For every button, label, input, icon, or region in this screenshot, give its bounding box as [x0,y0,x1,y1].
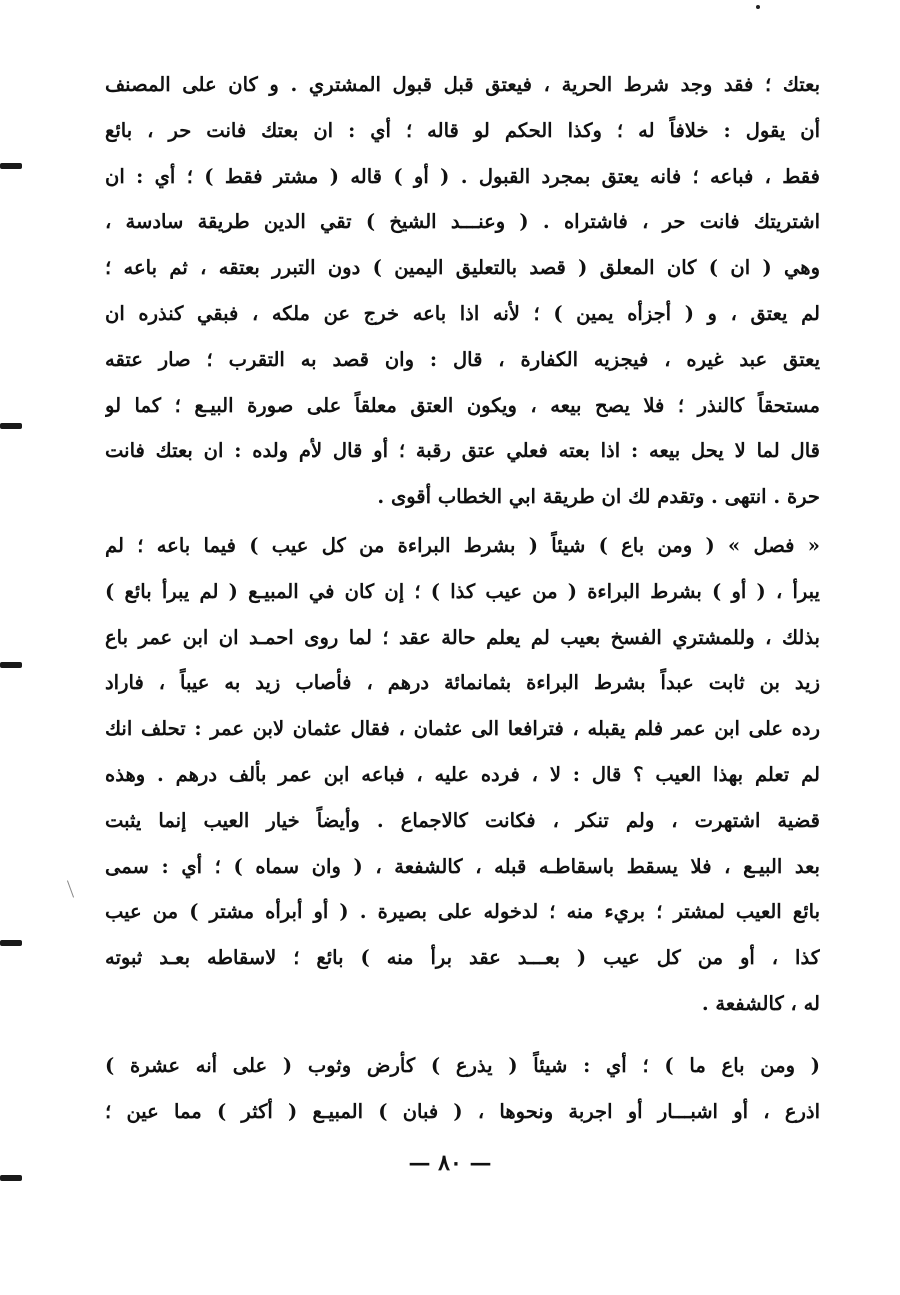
ink-dot [756,5,760,9]
paragraph-3 [105,1043,820,1135]
text-line: زيد بن ثابت عبداً بشرط البراءة بثمانمائة درهم ، فأصاب زيد به عيباً ، فاراد [105,671,820,695]
text-line: لم تعلم بهذا العيب ؟ قال : لا ، فرده عليه ، فباعه ابن عمر بألف درهم . وهذه [105,762,820,786]
binding-mark [0,940,22,946]
binding-mark [0,423,22,429]
text-line: له ، كالشفعة . [701,991,820,1015]
binding-mark [0,662,22,668]
text-line: حرة . انتهى . وتقدم لك ان طريقة ابي الخطاب أقوى . [377,485,820,509]
text-line: وهي ( ان ) كان المعلق ( قصد بالتعليق اليمين ) دون التبرر بعتقه ، ثم باعه ؛ [105,256,820,280]
text-line: بعد البيـع ، فلا يسقط باسقاطـه قبله ، كالشفعة ، ( وان سماه ) ؛ أي : سمى [105,854,820,878]
text-line: ( ومن باع ما ) ؛ أي : شيئاً ( يذرع ) كأرض وثوب ( على أنه عشرة ) [105,1054,820,1077]
text-line: فقط ، فباعه ؛ فانه يعتق بمجرد القبول . ( أو ) قاله ( مشتر فقط ) ؛ أي : ان [105,164,820,188]
paragraph-2 [105,523,820,1027]
text-line: قضية اشتهرت ، ولم تنكر ، فكانت كالاجماع . وأيضاً خيار العيب إنما يثبت [105,808,820,832]
text-line: اذرع ، أو اشبـــار أو اجربة ونحوها ، ( فبان ) المبيـع ( أكثر ) مما عين ؛ [105,1099,820,1123]
scan-speck [67,880,74,897]
text-line: بائع العيب لمشتر ؛ بريء منه ؛ لدخوله على بصيرة . ( أو أبرأه مشتر ) من عيب [105,900,820,924]
paragraph-1 [105,62,820,520]
binding-mark [0,163,22,169]
text-line: لم يعتق ، و ( أجزأه يمين ) ؛ لأنه اذا باعه خرج عن ملكه ، فبقي كنذره ان [105,301,820,325]
text-line: أن يقول : خلافاً له ؛ وكذا الحكم لو قاله ؛ أي : ان بعتك فانت حر ، بائع [105,118,820,142]
text-line: كذا ، أو من كل عيب ( بعـــد عقد برأ منه ) بائع ؛ لاسقاطه بعـد ثبوته [105,946,820,970]
text-line: بعتك ؛ فقد وجد شرط الحرية ، فيعتق قبل قبول المشتري . و كان على المصنف [105,73,820,96]
text-line: اشتريتك فانت حر ، فاشتراه . ( وعنـــد الشيخ ) تقي الدين طريقة سادسة ، [105,210,820,234]
page-number: — ٨٠ — [408,1150,492,1176]
text-line: « فصل » ( ومن باع ) شيئاً ( بشرط البراءة من كل عيب ) فيما باعه ؛ لم [105,534,820,557]
text-line: قال لما لا يحل بيعه : اذا بعته فعلي عتق رقبة ؛ أو قال لأم ولده : ان بعتك فانت [105,439,820,463]
text-line: رده على ابن عمر فلم يقبله ، فترافعا الى عثمان ، فقال عثمان لابن عمر : تحلف انك [105,717,820,741]
text-line: يبرأ ، ( أو ) بشرط البراءة ( من عيب كذا ) ؛ إن كان في المبيـع ( لم يبرأ بائع ) [105,579,820,603]
text-line: مستحقاً كالنذر ؛ فلا يصح بيعه ، ويكون العتق معلقاً على صورة البيـع ؛ كما لو [105,393,820,417]
text-line: بذلك ، وللمشتري الفسخ بعيب لم يعلم حالة عقد ؛ لما روى احمـد ان ابن عمر باع [105,625,820,649]
text-line: يعتق عبد غيره ، فيجزيه الكفارة ، قال : وان قصد به التقرب ؛ صار عتقه [105,347,820,371]
